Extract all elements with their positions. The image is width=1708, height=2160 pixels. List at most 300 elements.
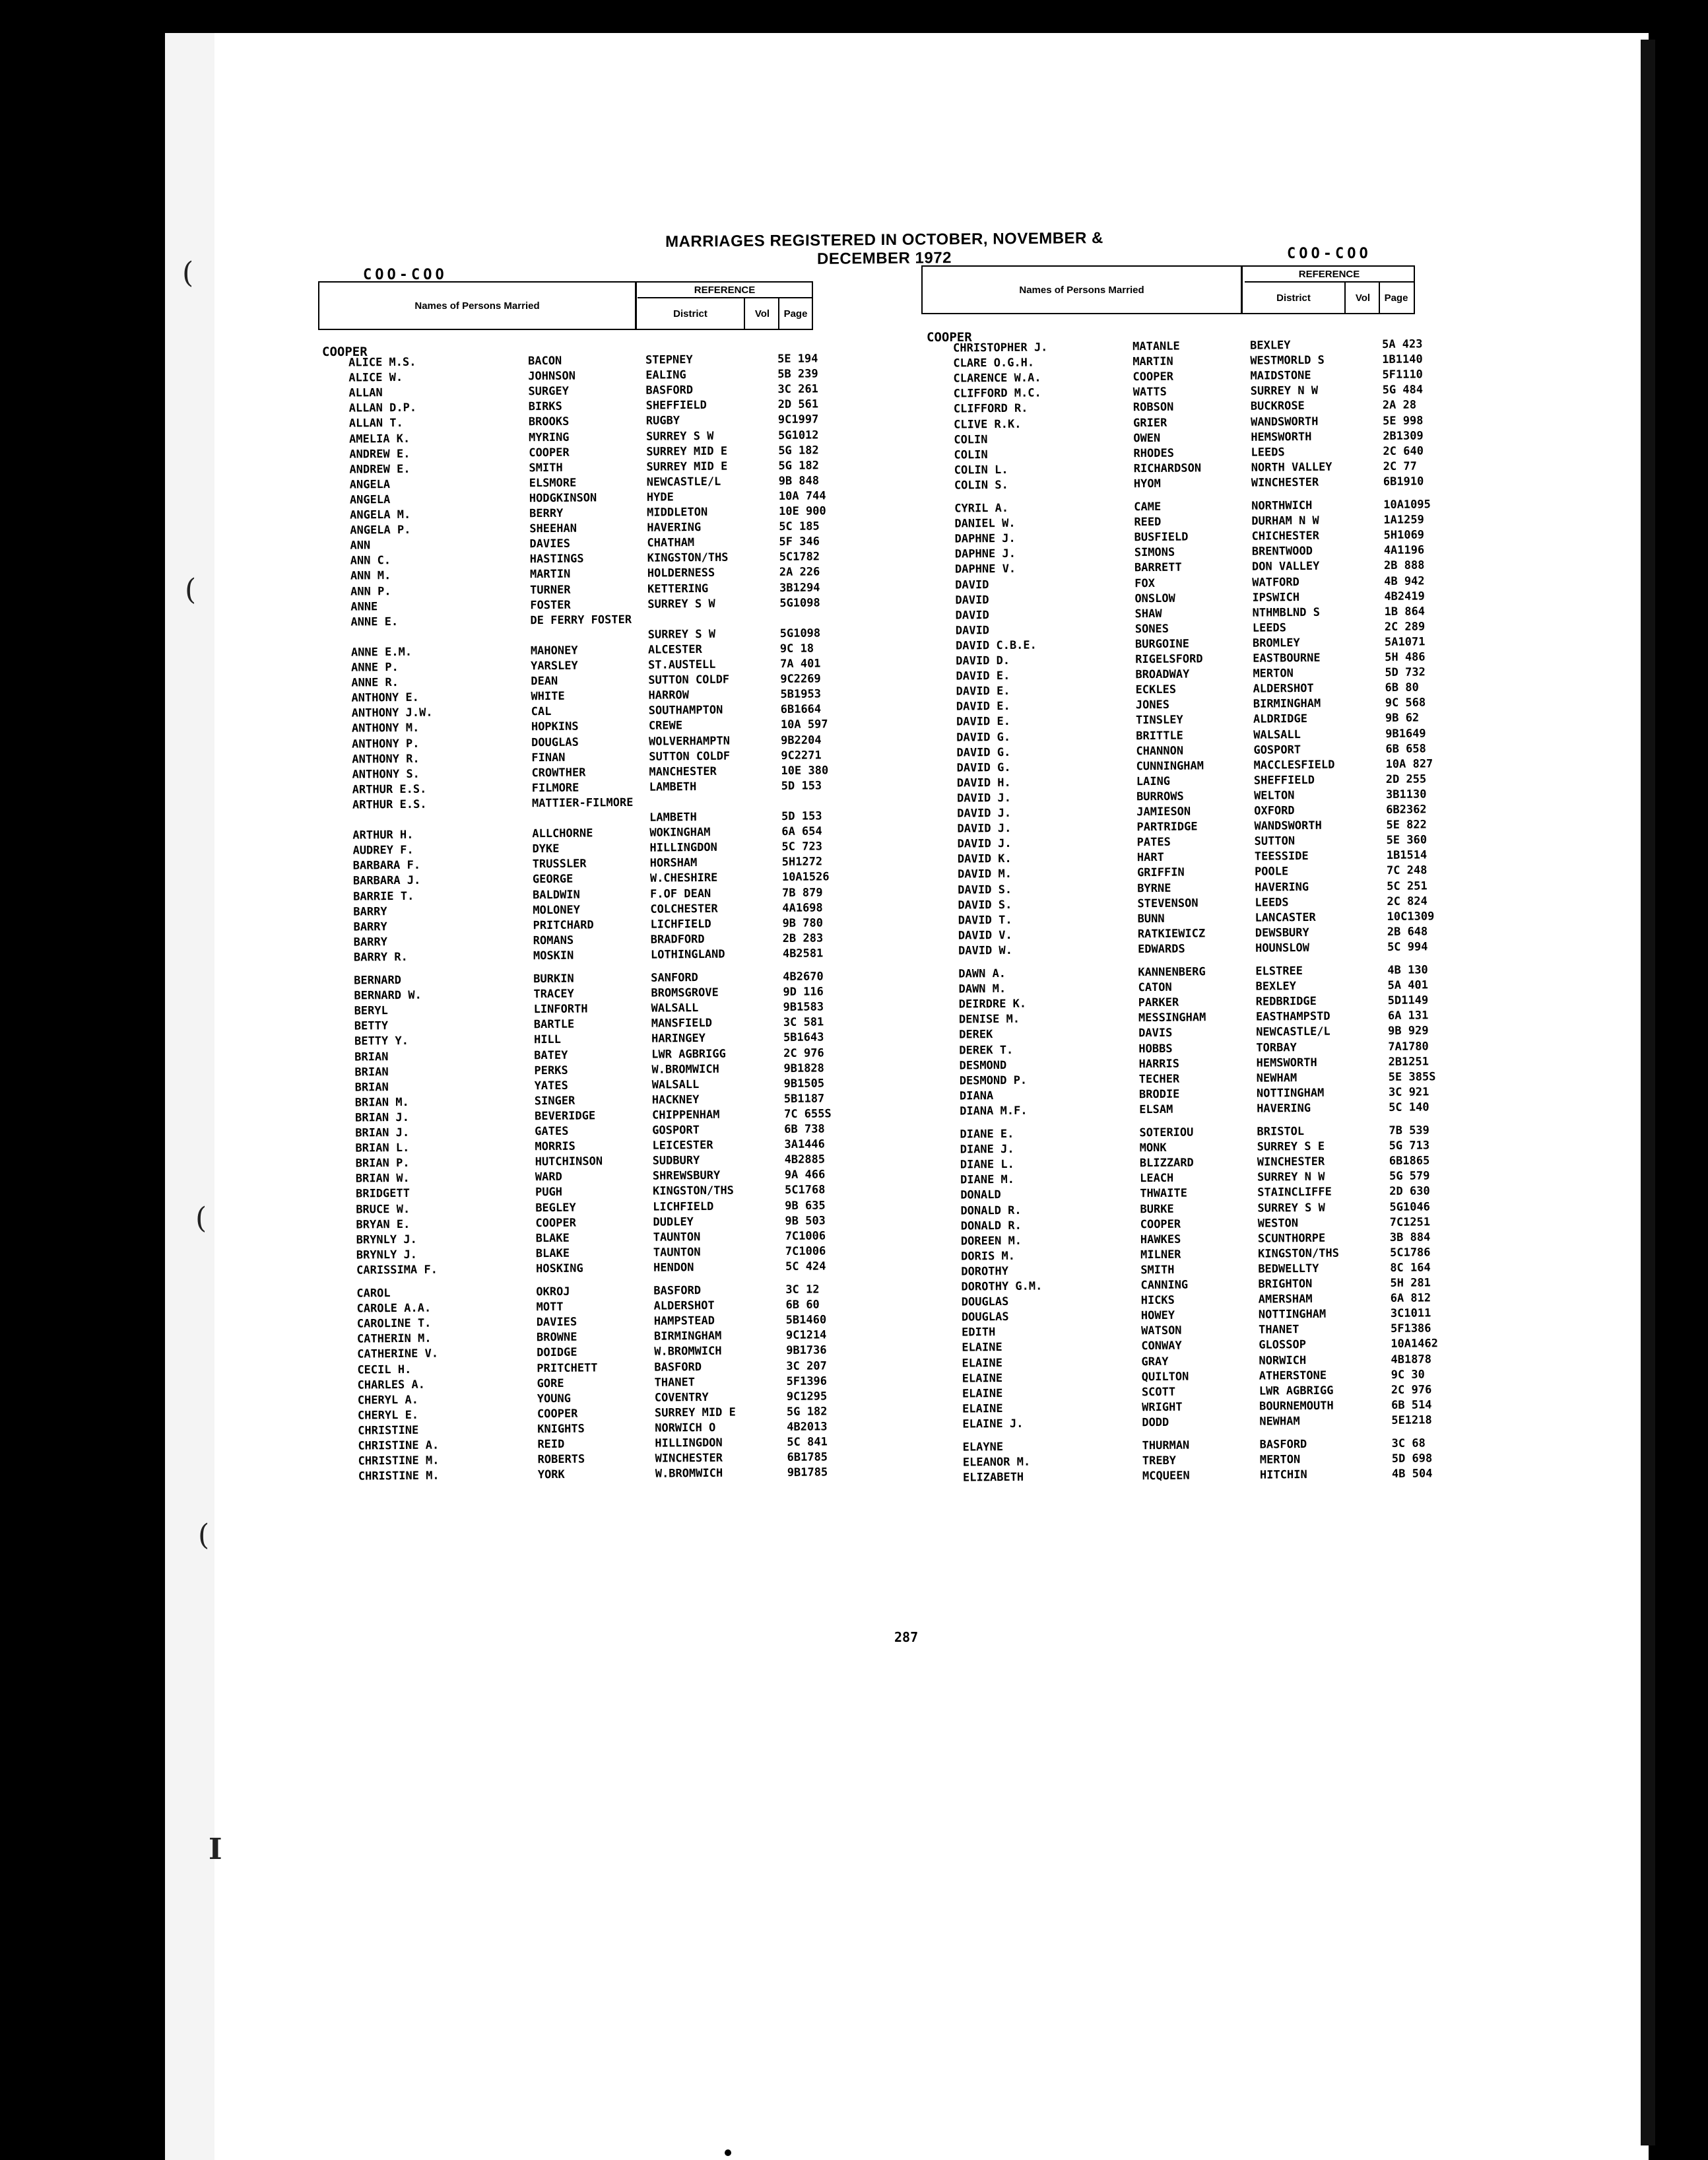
given-name: ANN P.	[350, 584, 391, 599]
district: HEMSWORTH	[1251, 430, 1312, 444]
spouse-surname: HOBBS	[1138, 1042, 1173, 1056]
spouse-surname: CANNING	[1140, 1278, 1189, 1293]
given-name: DAVID H.	[956, 776, 1011, 790]
spouse-surname: BROOKS	[528, 415, 570, 429]
district: BASFORD	[645, 384, 694, 397]
spouse-surname: HODGKINSON	[529, 491, 597, 506]
vol-page: 1B 864	[1384, 605, 1426, 619]
district: THANET	[1258, 1323, 1299, 1337]
district: HAVERING	[647, 521, 702, 535]
spouse-surname: HOSKING	[535, 1262, 583, 1276]
vol-page: 6B1865	[1389, 1154, 1430, 1168]
district: WESTON	[1257, 1216, 1299, 1231]
spouse-surname: CATON	[1138, 980, 1172, 995]
vol-page: 5C 251	[1387, 879, 1428, 893]
vol-page: 9C 18	[779, 642, 814, 656]
right-column-header	[921, 265, 1415, 314]
vol-page: 9C2269	[780, 672, 821, 687]
punch-hole-mark: (	[195, 1201, 207, 1235]
district: EALING	[645, 368, 686, 382]
spouse-surname: LEACH	[1139, 1172, 1174, 1186]
vol-page: 9B 503	[785, 1213, 826, 1228]
given-name: BRIAN	[354, 1080, 389, 1095]
given-name: BARRIE T.	[353, 889, 414, 904]
district: KINGSTON/THS	[1257, 1246, 1339, 1261]
vol-page: 6B 80	[1385, 681, 1419, 695]
given-name: CLIFFORD R.	[953, 402, 1028, 417]
district: ALDERSHOT	[653, 1299, 715, 1313]
page-number: 287	[894, 1629, 919, 1645]
district: LEEDS	[1255, 895, 1289, 910]
given-name: DAVID T.	[958, 913, 1012, 928]
district: WALSALL	[651, 1001, 699, 1015]
district: HOUNSLOW	[1255, 941, 1310, 955]
given-name: ELAINE	[962, 1341, 1002, 1355]
scan-margin	[165, 33, 214, 2160]
district: W.BROMWICH	[655, 1466, 723, 1481]
district: HILLINGDON	[649, 840, 717, 855]
vol-page: 5C1768	[784, 1183, 826, 1198]
given-name: DAVID	[955, 578, 989, 592]
given-name: BERNARD	[354, 973, 401, 988]
vol-page: 3A1446	[784, 1137, 825, 1152]
spouse-surname: KNIGHTS	[537, 1422, 585, 1436]
district: DEWSBURY	[1255, 926, 1309, 940]
vol-page: 5H 486	[1385, 650, 1426, 664]
spouse-surname: MESSINGHAM	[1138, 1011, 1206, 1025]
district: SOUTHAMPTON	[648, 704, 723, 718]
vol-page: 5E 360	[1386, 833, 1428, 848]
spouse-surname: DOUGLAS	[531, 735, 579, 749]
given-name: DEIRDRE K.	[958, 997, 1027, 1011]
given-name: ALICE M.S.	[348, 355, 416, 370]
district: NORWICH O	[655, 1421, 716, 1435]
district: MANCHESTER	[649, 764, 717, 779]
vol-page: 5B1460	[785, 1313, 827, 1328]
vol-page: 4B2885	[784, 1153, 826, 1167]
district: NTHMBLND S	[1252, 605, 1321, 620]
district: HITCHIN	[1259, 1468, 1307, 1482]
given-name: CHRISTOPHER J.	[952, 341, 1048, 355]
district: HENDON	[653, 1261, 694, 1275]
given-name: BARBARA J.	[352, 874, 421, 889]
vol-page: 5F1396	[786, 1374, 828, 1388]
district: REDBRIDGE	[1255, 995, 1317, 1009]
given-name: CAROLE A.A.	[356, 1301, 432, 1316]
vol-page: 8C 164	[1390, 1261, 1431, 1275]
vol-page: 6B 738	[784, 1122, 825, 1136]
spouse-surname: EDWARDS	[1137, 942, 1185, 957]
district: GLOSSOP	[1259, 1338, 1307, 1353]
spouse-surname: RICHARDSON	[1133, 461, 1202, 476]
spouse-surname: YOUNG	[537, 1392, 572, 1405]
given-name: CHARLES A.	[357, 1378, 426, 1392]
district-header: District	[673, 308, 707, 320]
given-name: ANNE E.M.	[350, 645, 412, 659]
given-name: ELAINE J.	[962, 1417, 1024, 1431]
vol-page: 4B 942	[1384, 574, 1425, 588]
vol-page: 4A1196	[1383, 543, 1425, 558]
given-name: DESMOND	[959, 1058, 1007, 1073]
vol-page: 5B 239	[777, 367, 818, 382]
spouse-surname: TURNER	[530, 583, 571, 597]
district: LEEDS	[1251, 445, 1285, 459]
vol-page: 5H1069	[1383, 528, 1425, 543]
spouse-surname: THWAITE	[1140, 1186, 1188, 1201]
vol-page: 5B1643	[783, 1030, 824, 1045]
district: EASTBOURNE	[1253, 651, 1321, 665]
district: MAIDSTONE	[1250, 369, 1311, 383]
district: WALSALL	[1253, 727, 1301, 742]
given-name: DONALD	[960, 1188, 1001, 1202]
spouse-surname: LAING	[1136, 774, 1171, 789]
district: NEWHAM	[1259, 1415, 1300, 1429]
district: TAUNTON	[653, 1230, 701, 1244]
given-name: DAWN M.	[958, 982, 1006, 996]
given-name: BRIAN J.	[354, 1110, 410, 1125]
vol-page: 10E 900	[778, 504, 826, 518]
given-name: DONALD R.	[960, 1203, 1022, 1218]
district: TEESSIDE	[1254, 850, 1309, 863]
spouse-surname: BUSFIELD	[1134, 530, 1189, 545]
left-column-header	[318, 281, 813, 330]
spouse-surname: SURGEY	[528, 384, 569, 399]
district: W.CHESHIRE	[649, 871, 718, 886]
spouse-surname: SIMONS	[1134, 546, 1175, 560]
vol-page: 5A 423	[1381, 337, 1423, 351]
vol-page: 5D 153	[781, 779, 822, 793]
vol-page: 6B1664	[780, 702, 822, 717]
district: BASFORD	[1259, 1438, 1307, 1452]
spouse-surname: BARRETT	[1134, 561, 1182, 575]
spouse-surname: KANNENBERG	[1138, 965, 1206, 980]
spouse-surname: RATKIEWICZ	[1137, 927, 1206, 941]
district: WOLVERHAMPTN	[649, 734, 731, 749]
given-name: ANGELA P.	[350, 523, 411, 537]
vol-page: 5C 723	[781, 840, 823, 854]
vol-page: 7C 655S	[783, 1107, 832, 1121]
spouse-surname: RHODES	[1133, 446, 1174, 460]
district: MANSFIELD	[651, 1017, 713, 1030]
given-name: ANTHONY E.	[351, 691, 419, 705]
given-name: ANGELA	[349, 477, 391, 492]
vol-header: Vol	[1344, 283, 1380, 313]
reference-header: REFERENCE	[1245, 267, 1414, 283]
vol-page: 6B1785	[787, 1450, 828, 1465]
district: SUTTON COLDF	[648, 673, 730, 687]
given-name: CLARENCE W.A.	[953, 371, 1041, 386]
district: LICHFIELD	[650, 917, 711, 931]
given-name: COLIN S.	[954, 478, 1008, 492]
spouse-surname: DODD	[1142, 1415, 1169, 1430]
vol-page: 9B 62	[1385, 711, 1420, 726]
given-name: ANNE	[350, 599, 378, 614]
vol-page: 5D 732	[1385, 665, 1426, 680]
district: SURREY N W	[1250, 384, 1319, 399]
spouse-surname: BLIZZARD	[1139, 1156, 1194, 1170]
district: LEEDS	[1252, 621, 1287, 635]
given-name: DAVID W.	[958, 943, 1013, 958]
spouse-surname: BACON	[527, 354, 562, 368]
spouse-surname: WHITE	[531, 689, 565, 704]
spouse-surname: ELSAM	[1139, 1102, 1173, 1117]
spouse-surname: BURROWS	[1136, 790, 1184, 804]
district: THANET	[654, 1375, 696, 1390]
spouse-surname: MONK	[1139, 1141, 1167, 1155]
vol-page: 4B 130	[1387, 963, 1428, 977]
district: SURREY S W	[647, 597, 715, 611]
district: BIRMINGHAM	[1253, 697, 1321, 711]
spouse-surname: TECHER	[1138, 1072, 1180, 1086]
given-name: BARRY	[353, 920, 387, 934]
given-name: ANN C.	[350, 554, 391, 568]
vol-page: 5B1187	[783, 1092, 825, 1106]
district: CREWE	[648, 719, 683, 733]
spouse-surname: MARTIN	[529, 568, 571, 582]
district: SURREY MID E	[646, 459, 728, 474]
vol-page: 5D1149	[1387, 994, 1429, 1008]
spouse-surname: MATTIER-FILMORE	[531, 795, 634, 811]
spouse-surname: SHAW	[1134, 607, 1162, 621]
given-name: ELAINE	[962, 1356, 1003, 1370]
vol-page: 5E 998	[1382, 413, 1424, 428]
vol-page: 1B1514	[1386, 848, 1428, 863]
given-name: CYRIL A.	[954, 501, 1009, 516]
spouse-surname: MOSKIN	[533, 949, 574, 963]
given-name: BRIAN P.	[355, 1157, 410, 1170]
district: LOTHINGLAND	[650, 947, 725, 962]
district: WANDSWORTH	[1250, 415, 1319, 429]
vol-page: 10A 827	[1385, 757, 1433, 771]
given-name: ANTHONY R.	[352, 752, 420, 766]
spouse-surname: MCQUEEN	[1142, 1469, 1190, 1483]
punch-hole-mark: (	[198, 1518, 210, 1552]
vol-page: 7C1251	[1389, 1215, 1431, 1229]
given-name: DAVID G.	[956, 745, 1011, 760]
vol-page: 9B 848	[778, 474, 820, 488]
vol-page: 3C 581	[783, 1015, 824, 1030]
district: HAVERING	[1257, 1101, 1311, 1116]
vol-page: 6B 60	[785, 1298, 820, 1312]
given-name: DAVID M.	[957, 867, 1012, 882]
vol-page: 9B1649	[1385, 726, 1426, 741]
district: WOKINGHAM	[649, 825, 711, 840]
district: DON VALLEY	[1251, 560, 1320, 574]
vol-page: 5A1071	[1384, 635, 1426, 649]
spouse-surname: GATES	[535, 1124, 569, 1139]
given-name: DAVID G.	[956, 730, 1011, 745]
district: BIRMINGHAM	[653, 1330, 722, 1343]
spouse-surname: CAL	[531, 705, 552, 719]
vol-page: 3B1130	[1385, 788, 1427, 801]
spouse-surname: WARD	[535, 1170, 562, 1184]
district: SHEFFIELD	[1253, 773, 1315, 788]
vol-page: 1B1140	[1382, 353, 1423, 367]
spouse-surname: SCOTT	[1141, 1385, 1176, 1399]
district-header: District	[1276, 292, 1311, 304]
district: SANFORD	[651, 971, 698, 985]
vol-page: 5C 185	[779, 520, 820, 534]
vol-page: 2C 289	[1384, 620, 1426, 634]
vol-page: 7C1006	[785, 1229, 826, 1243]
vol-page: 1A1259	[1383, 513, 1424, 527]
spouse-surname: HUTCHINSON	[535, 1155, 603, 1169]
spouse-surname: MYRING	[528, 430, 570, 444]
spouse-surname: TINSLEY	[1135, 714, 1183, 727]
vol-page: 6A 131	[1387, 1009, 1429, 1023]
district: SURREY S W	[1257, 1201, 1325, 1215]
vol-page: 5F1386	[1390, 1322, 1431, 1336]
vol-page: 5F 346	[779, 535, 820, 549]
vol-page: 2B 888	[1383, 558, 1425, 573]
vol-page: 5C1786	[1389, 1246, 1431, 1260]
given-name: ANTHONY P.	[352, 737, 420, 751]
spouse-surname: CAME	[1134, 500, 1162, 514]
vol-page: 9C1997	[777, 413, 819, 427]
given-name: ELEANOR M.	[962, 1455, 1031, 1469]
spouse-surname: GRAY	[1141, 1355, 1169, 1368]
district: BUCKROSE	[1250, 399, 1305, 414]
given-name: BRIAN	[354, 1065, 389, 1079]
district: WINCHESTER	[1251, 475, 1319, 490]
spouse-surname: HOWEY	[1140, 1308, 1175, 1323]
given-name: DAVID G.	[956, 760, 1011, 775]
vol-page: 5B1953	[780, 687, 822, 702]
given-name: ALLAN D.P.	[348, 401, 417, 415]
given-name: DIANA	[959, 1089, 994, 1103]
district: WINCHESTER	[655, 1451, 723, 1466]
district: CHIPPENHAM	[651, 1108, 720, 1122]
district: COLCHESTER	[650, 902, 718, 916]
spouse-surname: FILMORE	[531, 781, 579, 795]
spouse-surname: BYRNE	[1137, 881, 1171, 895]
district: BRISTOL	[1257, 1125, 1305, 1139]
given-name: BERNARD W.	[354, 988, 422, 1003]
vol-page: 7A 401	[780, 657, 821, 671]
given-name: BRUCE W.	[356, 1202, 411, 1217]
district: MACCLESFIELD	[1253, 758, 1335, 772]
district: LEICESTER	[652, 1138, 713, 1153]
given-name: DAVID J.	[956, 791, 1012, 805]
given-name: ANTHONY S.	[352, 767, 420, 782]
given-name: CAROLINE T.	[356, 1316, 432, 1331]
vol-page: 4B2581	[782, 947, 824, 961]
spouse-surname: HART	[1136, 851, 1164, 865]
district: BEDWELLTY	[1258, 1262, 1319, 1276]
given-name: DORIS M.	[961, 1249, 1016, 1264]
district: BRADFORD	[650, 932, 705, 947]
spouse-surname: SMITH	[1140, 1263, 1175, 1277]
spouse-surname: BUNN	[1137, 912, 1165, 926]
vol-page: 3C1011	[1390, 1306, 1431, 1321]
spouse-surname: FOX	[1134, 576, 1156, 590]
district: CHICHESTER	[1251, 529, 1320, 543]
spouse-surname: BIRKS	[528, 400, 562, 414]
spouse-surname: BERRY	[529, 506, 564, 521]
spouse-surname: HAWKES	[1140, 1232, 1181, 1246]
district: W.BROMWICH	[654, 1345, 722, 1359]
given-name: DOREEN M.	[960, 1234, 1022, 1248]
vol-page: 5G 182	[778, 459, 819, 473]
given-name: DAVID E.	[956, 700, 1010, 714]
vol-page: 9B1785	[787, 1466, 828, 1480]
vol-page: 2A 226	[779, 565, 820, 580]
spouse-surname: REED	[1134, 516, 1162, 529]
district: BOURNEMOUTH	[1259, 1399, 1334, 1413]
given-name: BETTY	[354, 1019, 389, 1033]
given-name: CHRISTINE M.	[358, 1454, 440, 1468]
vol-page: 5G 182	[786, 1405, 828, 1419]
given-name: ALICE W.	[348, 371, 403, 385]
district: DURHAM N W	[1251, 514, 1319, 528]
spouse-surname: COOPER	[537, 1407, 578, 1421]
names-header: Names of Persons Married	[319, 283, 637, 329]
given-name: BRYNLY J.	[356, 1248, 418, 1262]
given-name: DAPHNE J.	[954, 547, 1016, 561]
vol-page: 10C1309	[1387, 910, 1435, 924]
spouse-surname: PATES	[1136, 835, 1171, 850]
vol-page: 9B2204	[781, 733, 822, 747]
spouse-surname: BALDWIN	[533, 888, 580, 902]
vol-page: 5E 194	[777, 352, 818, 366]
district: STAINCLIFFE	[1257, 1186, 1332, 1200]
spouse-surname: DYKE	[532, 842, 560, 856]
vol-page: 2C 77	[1383, 459, 1417, 473]
left-index-range: COO-COO	[363, 267, 447, 283]
spouse-surname: QUILTON	[1141, 1370, 1189, 1384]
given-name: ARTHUR E.S.	[352, 797, 427, 812]
district: EASTHAMPSTD	[1255, 1009, 1330, 1024]
vol-page: 2A 28	[1382, 398, 1417, 413]
district: HYDE	[646, 490, 674, 504]
given-name: DOUGLAS	[961, 1310, 1009, 1324]
given-name: DIANE J.	[960, 1142, 1014, 1157]
district: NEWCASTLE/L	[646, 475, 721, 489]
given-name: DAVID E.	[956, 685, 1010, 698]
district: CHATHAM	[647, 536, 695, 550]
vol-page: 4A1698	[782, 901, 823, 915]
given-name: DAVID	[955, 608, 989, 623]
district: NEWHAM	[1256, 1071, 1297, 1085]
vol-page: 2C 976	[1391, 1383, 1432, 1397]
given-name: COLIN	[954, 448, 988, 462]
spouse-surname: WRIGHT	[1142, 1400, 1183, 1415]
vol-page: 3C 68	[1391, 1436, 1426, 1450]
spouse-surname: REID	[537, 1437, 565, 1452]
given-name: ANDREW E.	[349, 447, 411, 461]
spouse-surname: STEVENSON	[1137, 896, 1199, 910]
vol-page: 9A 466	[784, 1168, 826, 1182]
given-name: BRYNLY J.	[356, 1232, 417, 1247]
spouse-surname: PARTRIDGE	[1136, 820, 1198, 834]
spouse-surname: BURKIN	[533, 972, 574, 986]
given-name: ANGELA M.	[350, 508, 411, 522]
district: SUDBURY	[652, 1154, 700, 1168]
spouse-surname: COOPER	[535, 1216, 576, 1230]
vol-page: 2C 824	[1387, 894, 1428, 908]
scan-speck	[725, 2149, 731, 2156]
vol-page: 2B 648	[1387, 925, 1428, 939]
vol-page: 7B 879	[782, 885, 823, 900]
vol-page: 9B1828	[783, 1061, 824, 1075]
given-name: ELAINE	[962, 1401, 1003, 1416]
given-name: DIANE L.	[960, 1158, 1014, 1172]
spouse-surname: JONES	[1135, 698, 1170, 712]
spouse-surname: COOPER	[1140, 1217, 1181, 1231]
district: AMERSHAM	[1258, 1293, 1313, 1306]
given-name: CATHERIN M.	[356, 1332, 432, 1346]
spouse-surname: BARTLE	[533, 1017, 575, 1032]
